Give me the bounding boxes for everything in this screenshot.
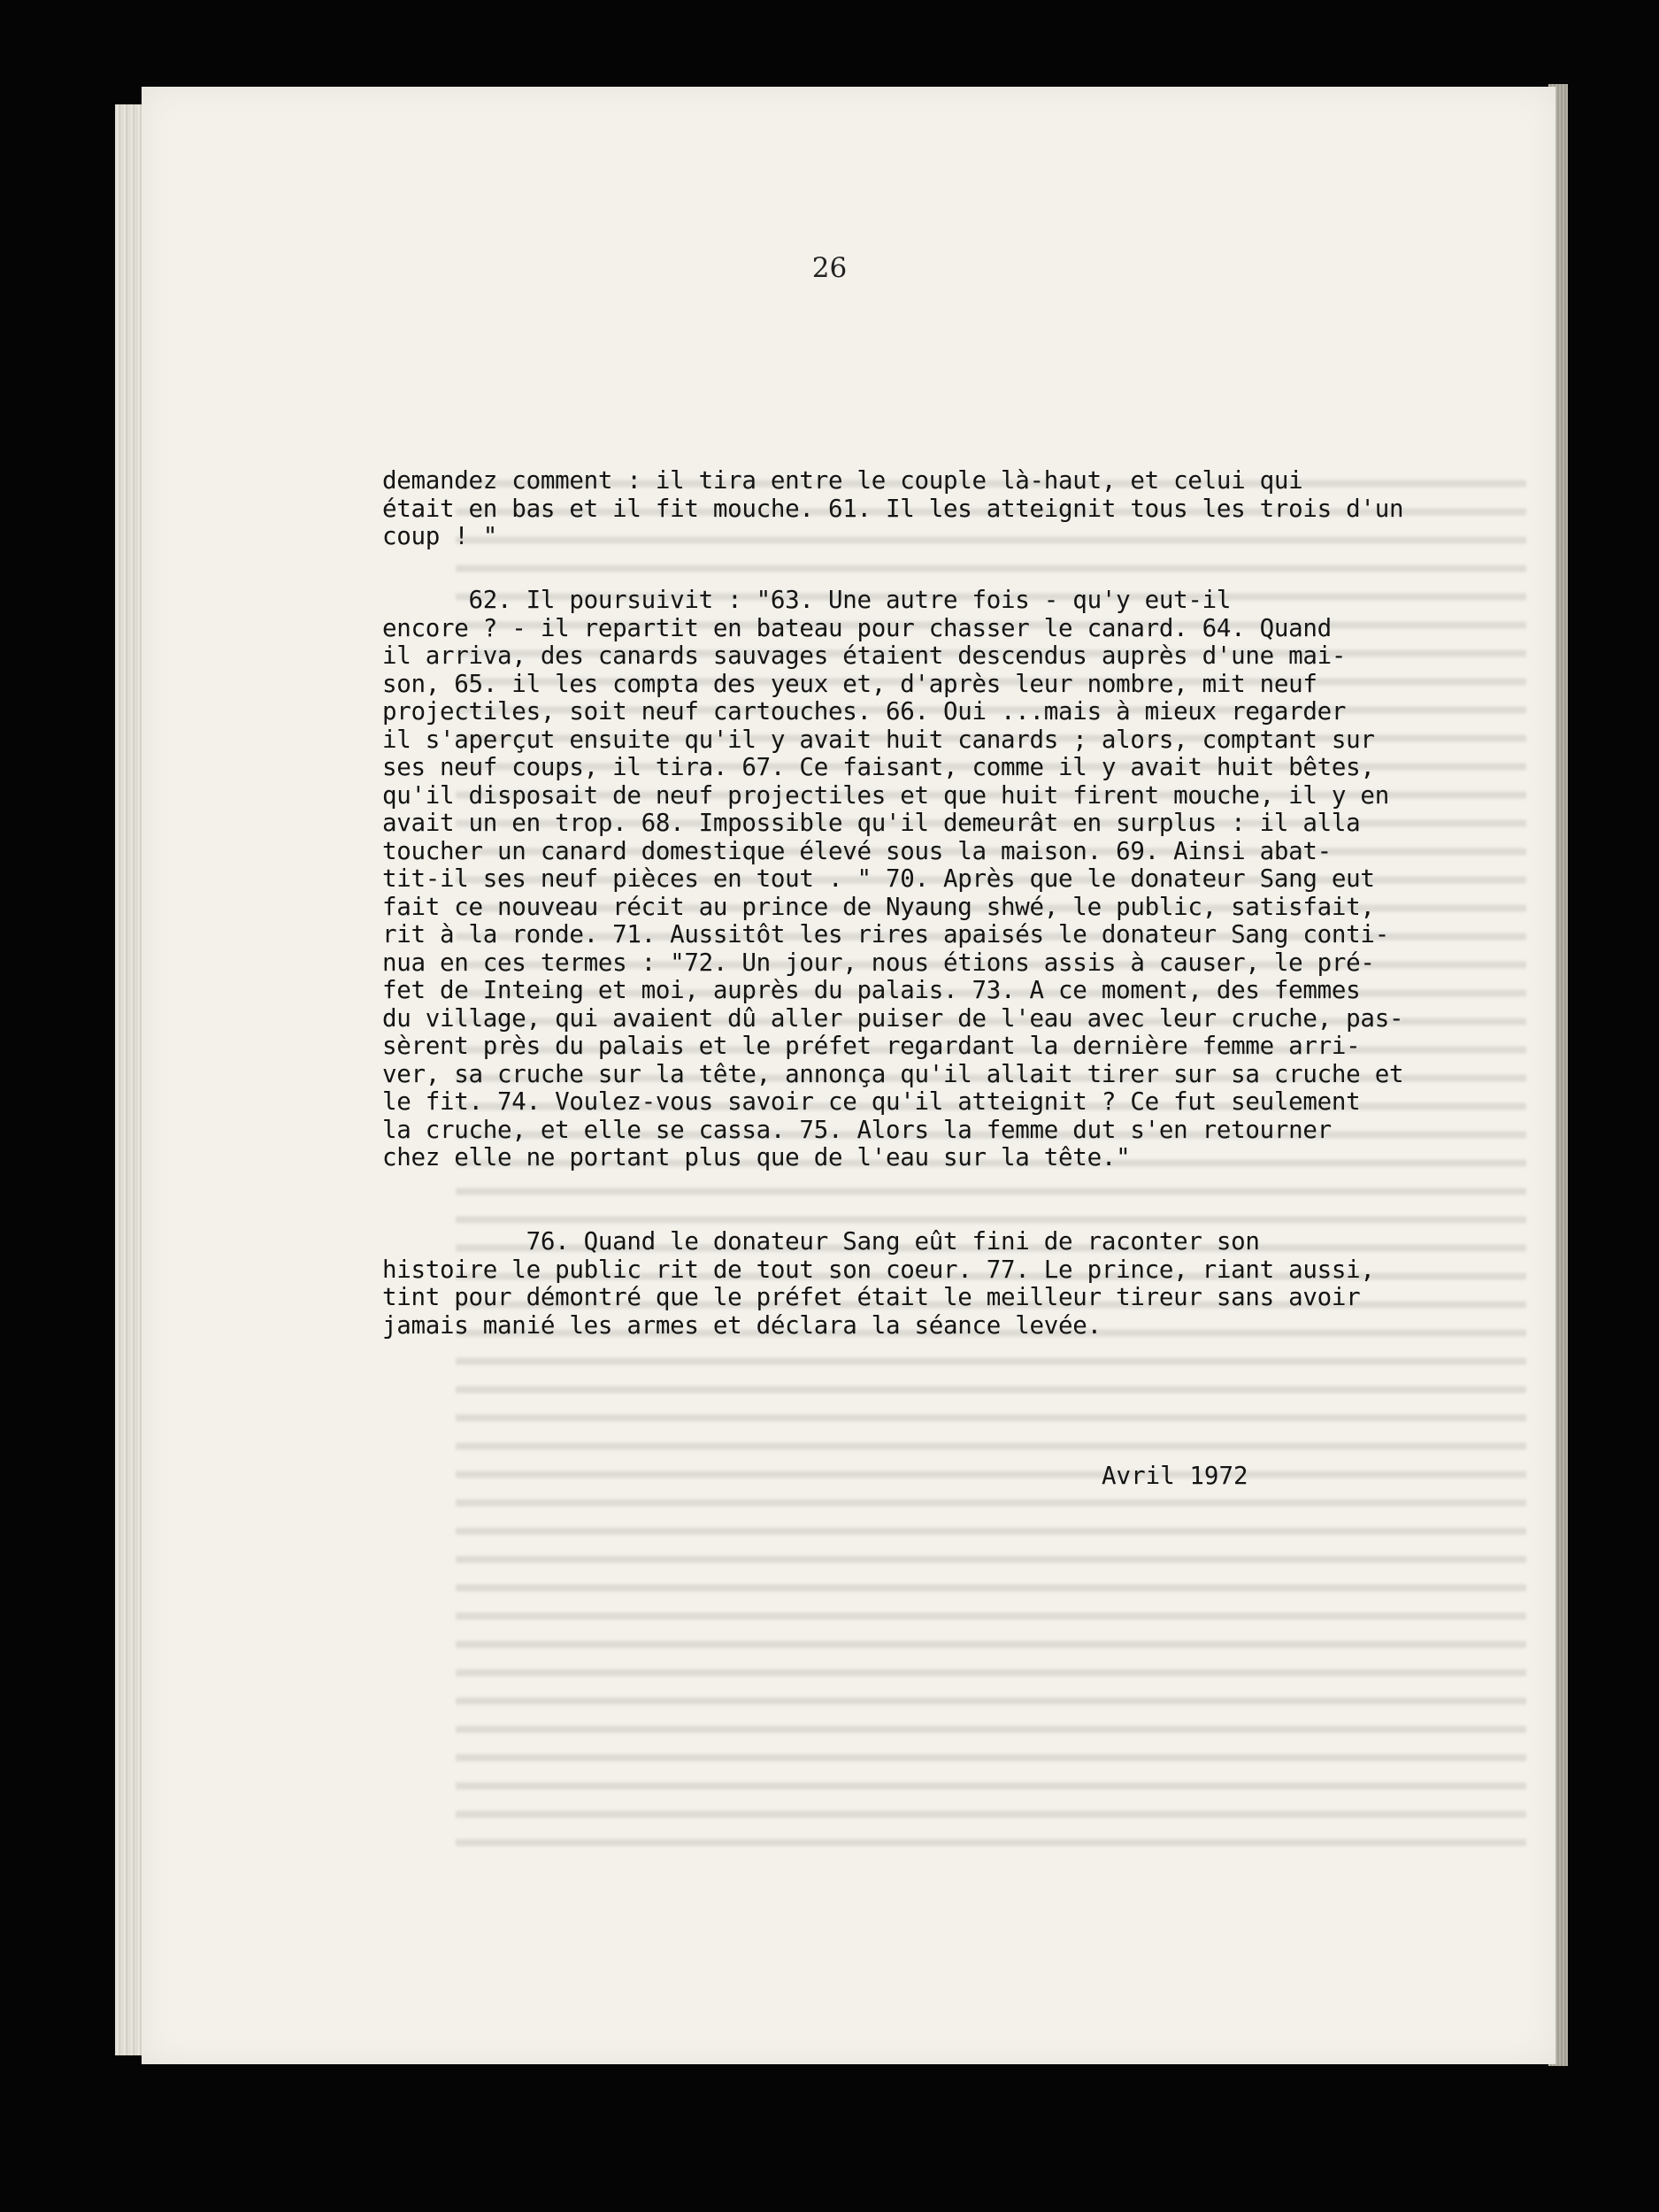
text-line: histoire le public rit de tout son coeur. 77. Le prince, riant aussi, [382,1255,1375,1284]
date-signature: Avril 1972 [1102,1462,1248,1490]
text-line: avait un en trop. 68. Impossible qu'il demeurât en surplus : il alla [382,809,1361,837]
page-number: 26 [811,252,848,284]
text-line: tit-il ses neuf pièces en tout . " 70. Après que le donateur Sang eut [382,864,1375,893]
text-line: était en bas et il fit mouche. 61. Il les atteignit tous les trois d'un [382,494,1404,523]
text-line: coup ! " [382,522,498,550]
text-line: qu'il disposait de neuf projectiles et que huit firent mouche, il y en [382,780,1389,810]
text-line: toucher un canard domestique élevé sous la maison. 69. Ainsi abat- [382,836,1332,865]
text-line: encore ? - il repartit en bateau pour chasser le canard. 64. Quand [382,613,1332,642]
text-line: nua en ces termes : "72. Un jour, nous étions assis à causer, le pré- [382,948,1375,977]
text-line: son, 65. il les compta des yeux et, d'après leur nombre, mit neuf [382,669,1317,698]
paragraph-3 [382,1228,1413,1340]
text-line: il s'aperçut ensuite qu'il y avait huit canards ; alors, comptant sur [382,725,1375,754]
text-line: rit à la ronde. 71. Aussitôt les rires apaisés le donateur Sang conti- [382,920,1389,949]
text-line: tint pour démontré que le préfet était le meilleur tireur sans avoir [382,1283,1361,1311]
paragraph-1 [382,467,1413,551]
text-line: chez elle ne portant plus que de l'eau sur la tête." [382,1143,1131,1171]
text-line: ses neuf coups, il tira. 67. Ce faisant, comme il y avait huit bêtes, [382,753,1375,781]
paragraph-2 [382,587,1413,1172]
text-line: demandez comment : il tira entre le couple là-haut, et celui qui [382,466,1303,495]
text-line: ver, sa cruche sur la tête, annonça qu'il allait tirer sur sa cruche et [382,1059,1404,1088]
text-line: fet de Inteing et moi, auprès du palais. 73. A ce moment, des femmes [382,976,1361,1004]
text-line: 76. Quand le donateur Sang eût fini de raconter son [382,1227,1260,1256]
text-line: du village, qui avaient dû aller puiser de l'eau avec leur cruche, pas- [382,1003,1404,1033]
text-line: projectiles, soit neuf cartouches. 66. Oui ...mais à mieux regarder [382,697,1347,726]
text-line: fait ce nouveau récit au prince de Nyaung shwé, le public, satisfait, [382,892,1375,921]
text-line: 62. Il poursuivit : "63. Une autre fois - qu'y eut-il [382,586,1232,614]
text-line: la cruche, et elle se cassa. 75. Alors la femme dut s'en retourner [382,1115,1332,1144]
text-line: jamais manié les armes et déclara la séance levée. [382,1310,1102,1340]
text-line: le fit. 74. Voulez-vous savoir ce qu'il atteignit ? Ce fut seulement [382,1087,1361,1116]
text-line: sèrent près du palais et le préfet regardant la dernière femme arri- [382,1032,1361,1060]
text-line: il arriva, des canards sauvages étaient descendus auprès d'une mai- [382,641,1347,670]
